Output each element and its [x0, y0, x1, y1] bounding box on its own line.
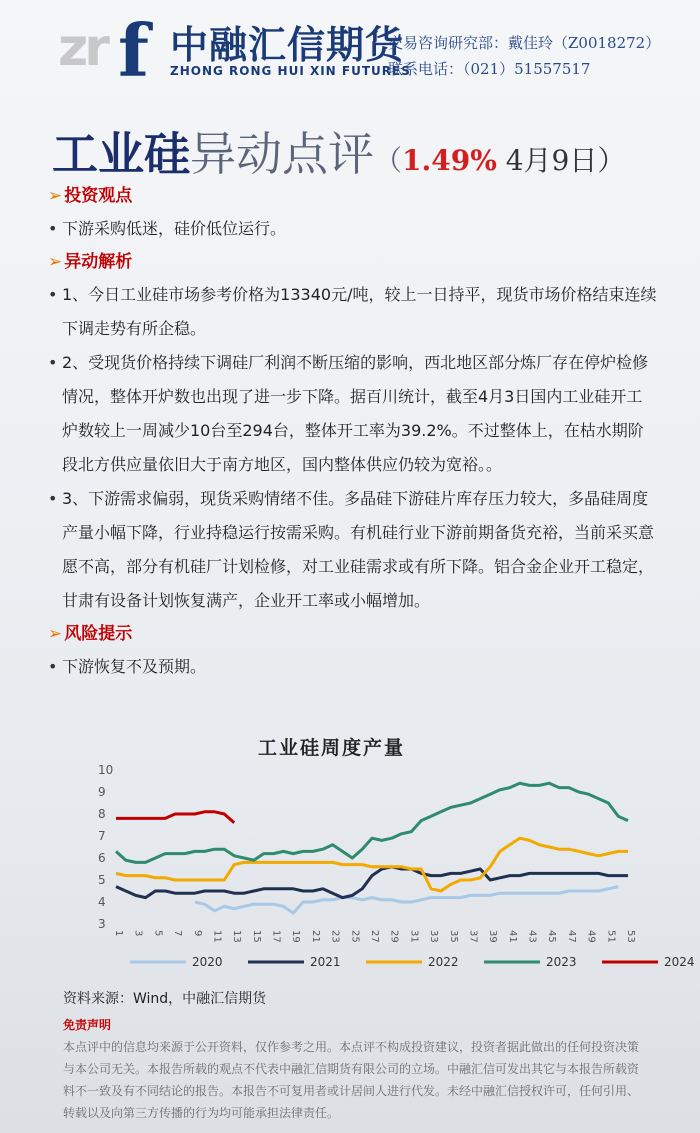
x-tick-label: 45 — [546, 930, 558, 943]
contact-phone: 联系电话：（021）51557517 — [388, 60, 591, 78]
series-line-2023 — [116, 783, 628, 862]
x-tick-label: 23 — [329, 930, 341, 943]
disclaimer-title: 免责声明 — [63, 1018, 112, 1032]
logo-zr-mark: zr — [58, 18, 106, 78]
x-tick-label: 25 — [349, 930, 361, 943]
y-tick-label: 7 — [98, 829, 106, 843]
chart-svg — [98, 730, 695, 975]
series-line-2024 — [116, 812, 234, 823]
x-tick-label: 35 — [447, 930, 459, 943]
legend-label-2021: 2021 — [310, 955, 341, 969]
title-change-pct: 1.49% — [402, 144, 497, 177]
analysis-item-3: • 3、下游需求偏弱，现货采购情绪不佳。多晶硅下游硅片库存压力较大，多晶硅周度产量小幅下降，行业持稳运行按需采购。有机硅行业下游前期备货充裕，当前采买意愿不高，部分有机硅厂计划检修，对工业硅需求或有所下降。铝合金企业开工稳定，甘肃有设备计划恢复满产，企业开工率或小幅增加。 — [48, 482, 658, 618]
legend-label-2024: 2024 — [664, 955, 695, 969]
section-heading-analysis: ➢ 异动解析 — [48, 252, 133, 272]
chart-title: 工业硅周度产量 — [258, 737, 406, 759]
x-tick-label: 17 — [270, 930, 282, 943]
x-tick-label: 47 — [565, 930, 577, 943]
page-title — [52, 118, 625, 184]
x-tick-label: 41 — [506, 930, 518, 943]
y-tick-label: 6 — [98, 851, 106, 865]
x-tick-label: 37 — [467, 930, 479, 943]
risk-item: • 下游恢复不及预期。 — [48, 650, 658, 684]
x-tick-label: 53 — [625, 930, 636, 943]
x-tick-label: 11 — [211, 930, 223, 943]
series-line-2022 — [116, 838, 628, 891]
logo-f-mark: f — [118, 8, 149, 93]
analysis-item-1: • 1、今日工业硅市场参考价格为13340元/吨，较上一日持平，现货市场价格结束连续下调走势有所企稳。 — [48, 278, 658, 346]
y-tick-label: 4 — [98, 895, 106, 909]
title-main: 工业硅 — [52, 127, 190, 181]
x-tick-label: 43 — [526, 930, 538, 943]
logo-company-name-en: ZHONG RONG HUI XIN FUTURES — [170, 64, 411, 78]
x-tick-label: 19 — [290, 930, 302, 943]
logo-company-name: 中融汇信期货 — [170, 23, 405, 67]
y-tick-label: 3 — [98, 917, 106, 931]
x-tick-label: 27 — [369, 930, 380, 943]
title-sub: 异动点评 — [190, 127, 374, 181]
x-tick-label: 33 — [428, 930, 440, 943]
disclaimer-text: 本点评中的信息均来源于公开资料，仅作参考之用。本点评不构成投资建议，投资者据此做出的任何投资决策与本公司无关。本报告所载的观点不代表中融汇信期货有限公司的立场。中融汇信可发出其它与本报告所载资料不一致及有不同结论的报告。本报告不可复用者或计居间人进行代发。未经中融汇信授权许可，任何引用、转载以及向第三方传播的行为均可能承担法律责任。 — [63, 1040, 640, 1120]
y-tick-label: 10 — [98, 763, 114, 777]
report-body — [48, 180, 658, 684]
y-tick-label: 5 — [98, 873, 106, 887]
legend-label-2020: 2020 — [192, 955, 223, 969]
weekly-output-chart — [98, 730, 695, 975]
contact-analyst: 交易咨询研究部：戴佳玲（Z0018272） — [388, 34, 661, 52]
x-tick-label: 31 — [408, 930, 420, 943]
data-source: 资料来源：Wind，中融汇信期货 — [63, 991, 267, 1007]
title-open-paren: （ — [374, 144, 403, 177]
x-tick-label: 7 — [172, 930, 184, 937]
x-tick-label: 3 — [132, 930, 144, 937]
section-heading-risk: ➢ 风险提示 — [48, 624, 133, 644]
view-item: • 下游采购低迷，硅价低位运行。 — [48, 212, 658, 246]
x-tick-label: 5 — [152, 930, 164, 937]
x-tick-label: 29 — [388, 930, 400, 943]
x-tick-label: 1 — [113, 930, 124, 937]
section-heading-view: ➢ 投资观点 — [48, 186, 133, 206]
y-tick-label: 9 — [98, 785, 106, 799]
report-header — [0, 0, 700, 95]
chevron-right-icon: ➢ — [48, 624, 63, 644]
x-tick-label: 15 — [250, 930, 262, 943]
x-tick-label: 39 — [487, 930, 499, 943]
legend-label-2022: 2022 — [428, 955, 459, 969]
analysis-item-2: • 2、受现货价格持续下调硅厂利润不断压缩的影响，西北地区部分炼厂存在停炉检修情况，整体开炉数也出现了进一步下降。据百川统计，截至4月3日国内工业硅开工炉数较上一周减少10台至294台，整体开工率为39.2%。不过整体上，在枯水期阶段北方供应量依旧大于南方地区，国内整体供应仍较为宽裕。。 — [48, 346, 658, 482]
y-tick-label: 8 — [98, 807, 106, 821]
x-tick-label: 9 — [191, 930, 203, 937]
title-date: 4月9日） — [496, 144, 626, 177]
chevron-right-icon: ➢ — [48, 252, 63, 272]
legend-label-2023: 2023 — [546, 955, 577, 969]
contact-info — [388, 30, 660, 82]
x-tick-label: 13 — [231, 930, 243, 943]
x-tick-label: 51 — [605, 930, 617, 943]
x-tick-label: 49 — [585, 930, 597, 943]
chevron-right-icon: ➢ — [48, 186, 63, 206]
x-tick-label: 21 — [309, 930, 321, 943]
